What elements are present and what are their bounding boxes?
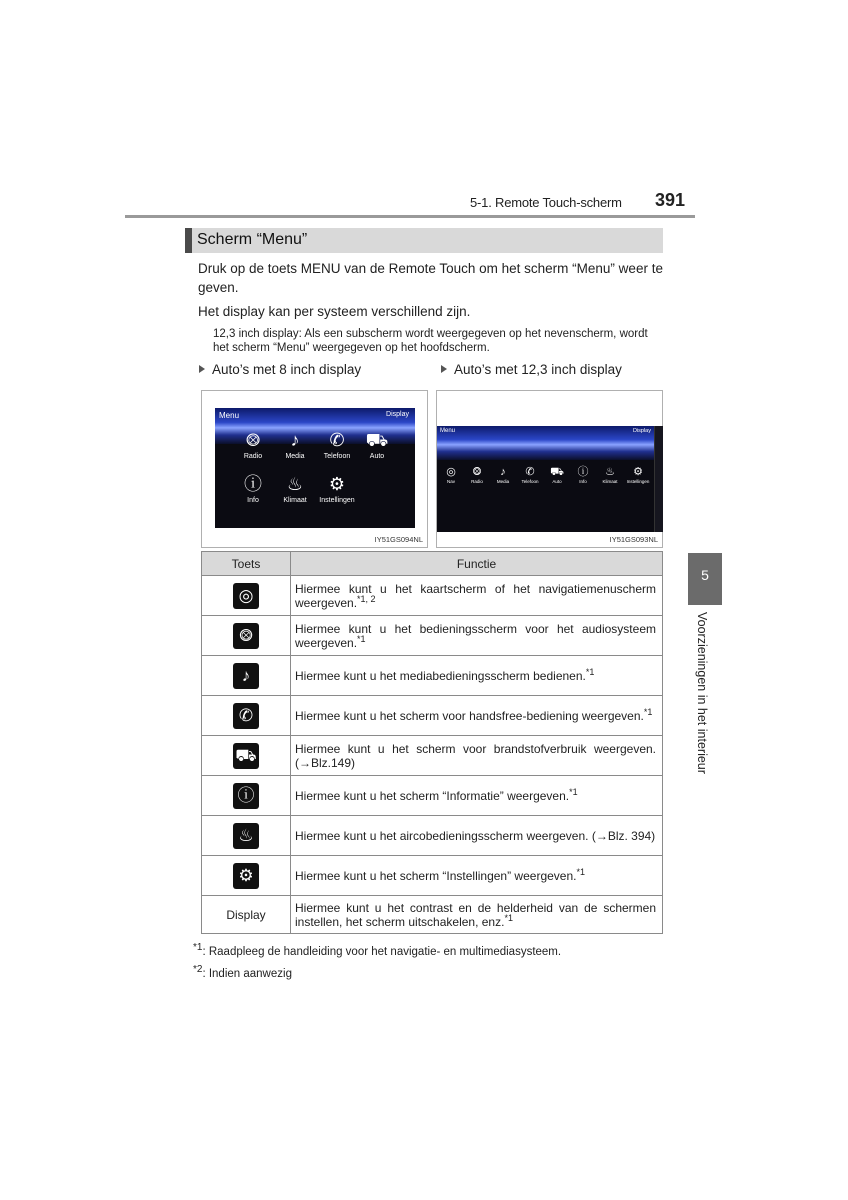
footnote-1 [193, 942, 561, 958]
row-description: Hiermee kunt u het mediabedieningsscherm bedienen. [295, 668, 586, 683]
footnote-mark: *1 [193, 942, 203, 953]
navigation-icon: ◎ [233, 583, 259, 609]
bullet-8inch-label: Auto’s met 8 inch display [212, 362, 362, 377]
car-icon: ⛟ [233, 743, 259, 769]
chapter-title: Voorzieningen in het interieur [695, 612, 709, 774]
column-header-toets: Toets [202, 552, 291, 576]
table-row-display [202, 896, 663, 934]
section-title-accent [185, 228, 192, 253]
menu-item-label: Radio [471, 479, 483, 484]
column-header-functie: Functie [291, 552, 663, 576]
menu-item-label: Klimaat [602, 479, 618, 484]
menu-item-label: Klimaat [283, 497, 307, 504]
bullet-triangle-icon [199, 365, 205, 373]
music-note-icon: ♪ [290, 430, 300, 450]
table-icon-cell [202, 696, 291, 736]
music-note-icon: ♪ [233, 663, 259, 689]
row-description: Hiermee kunt u het kaartscherm of het navigatiemenuscherm weergeven. [295, 581, 656, 610]
display-note-paragraph: Het display kan per systeem verschillend zijn. [198, 304, 471, 319]
climate-icon: ♨ [233, 823, 259, 849]
row-description: Hiermee kunt u het scherm “Informatie” weergeven. [295, 788, 570, 803]
row-description: Hiermee kunt u het bedieningsscherm voor het audiosysteem weergeven. [295, 621, 656, 650]
table-row [202, 816, 663, 856]
menu-item-klimaat[interactable] [275, 474, 315, 504]
settings-icon: ⚙ [633, 466, 643, 478]
menu-item-info[interactable] [572, 466, 594, 484]
table-desc-cell [291, 896, 663, 934]
intro-paragraph: Druk op de toets MENU van de Remote Touch om het scherm “Menu” weer te geven. [198, 261, 663, 295]
menu-item-radio[interactable] [466, 466, 488, 484]
info-icon: ⓘ [233, 783, 259, 809]
menu-item-nav[interactable] [440, 466, 462, 484]
footnote-ref: *1 [576, 866, 585, 877]
car-icon: ⛟ [550, 466, 564, 478]
screen-header-12inch [437, 426, 663, 460]
info-icon: ⓘ [577, 466, 589, 478]
display-label-cell: Display [202, 896, 291, 934]
table-icon-cell [202, 816, 291, 856]
footnote-mark: *2 [193, 964, 203, 975]
table-icon-cell [202, 736, 291, 776]
footnote-text: : Indien aanwezig [202, 967, 292, 980]
info-icon: ⓘ [244, 474, 262, 494]
table-desc-cell [291, 736, 663, 776]
menu-item-auto[interactable] [546, 466, 568, 484]
table-icon-cell [202, 616, 291, 656]
image-code-8inch: IY51GS094NL [374, 535, 423, 544]
table-row [202, 656, 663, 696]
menu-item-media[interactable] [275, 430, 315, 460]
table-header-row [202, 552, 663, 576]
menu-item-label: Media [496, 479, 510, 484]
screenshot-12inch [436, 390, 663, 548]
phone-icon: ✆ [525, 466, 535, 478]
footnote-ref: *1 [504, 912, 513, 923]
radio-antenna-icon: ⨷ [233, 623, 259, 649]
menu-item-label: Info [247, 497, 259, 504]
bullet-12inch-label: Auto’s met 12,3 inch display [454, 362, 622, 377]
menu-screen-8inch [215, 408, 415, 528]
menu-item-info[interactable] [233, 474, 273, 504]
menu-item-label: Media [285, 453, 305, 460]
music-note-icon: ♪ [500, 466, 506, 478]
display-button-12inch[interactable]: Display [632, 428, 651, 434]
menu-item-label: Instellingen [626, 479, 650, 484]
table-icon-cell [202, 856, 291, 896]
side-icon-strip [654, 426, 663, 532]
menu-item-label: Auto [552, 479, 562, 484]
menu-item-label: Radio [243, 453, 263, 460]
table-desc-cell [291, 696, 663, 736]
menu-item-radio[interactable] [233, 430, 273, 460]
settings-icon: ⚙ [233, 863, 259, 889]
row-description: Hiermee kunt u het scherm voor handsfree-bediening weergeven. [295, 708, 644, 723]
menu-item-klimaat[interactable] [598, 466, 622, 484]
function-table [201, 551, 663, 934]
table-row [202, 576, 663, 616]
page-number: 391 [655, 190, 686, 210]
table-desc-cell [291, 656, 663, 696]
menu-item-label: Auto [369, 453, 385, 460]
table-row [202, 856, 663, 896]
bullet-8inch [199, 362, 361, 377]
menu-item-auto[interactable] [357, 430, 397, 460]
phone-icon: ✆ [233, 703, 259, 729]
chapter-tab: 5 [688, 553, 722, 605]
table-row [202, 616, 663, 656]
menu-item-telefoon[interactable] [518, 466, 542, 484]
row-description: Hiermee kunt u het scherm voor brandstofverbruik weergeven. (→Blz.149) [295, 741, 656, 770]
settings-icon: ⚙ [328, 474, 346, 494]
bullet-triangle-icon [441, 365, 447, 373]
running-header-section: 5-1. Remote Touch-scherm [470, 195, 622, 210]
menu-item-instellingen[interactable] [624, 466, 652, 484]
menu-item-label: Telefoon [323, 453, 351, 460]
table-desc-cell [291, 576, 663, 616]
menu-item-instellingen[interactable] [315, 474, 359, 504]
screenshot-8inch [201, 390, 428, 548]
footnote-ref: *1 [357, 633, 366, 644]
menu-item-media[interactable] [492, 466, 514, 484]
menu-item-label: Info [579, 479, 587, 484]
navigation-icon: ◎ [446, 466, 456, 478]
table-desc-cell [291, 616, 663, 656]
table-icon-cell [202, 576, 291, 616]
table-row [202, 776, 663, 816]
footnote-2 [193, 964, 292, 980]
footnote-ref: *1 [643, 706, 653, 717]
screen-title-8inch: Menu [219, 411, 240, 420]
menu-item-telefoon[interactable] [317, 430, 357, 460]
display-note-small: 12,3 inch display: Als een subscherm wordt weergegeven op het nevenscherm, wordt het scherm “Menu” weergegeven op het hoofdscherm. [213, 328, 648, 354]
table-icon-cell [202, 656, 291, 696]
car-icon: ⛟ [365, 430, 389, 450]
row-description: Hiermee kunt u het scherm “Instellingen” weergeven. [295, 868, 577, 883]
row-description: Hiermee kunt u het contrast en de helderheid van de schermen instellen, het scherm uitschakelen, enz. [295, 900, 656, 929]
bullet-12inch [441, 362, 622, 377]
table-row [202, 696, 663, 736]
phone-icon: ✆ [329, 430, 345, 450]
climate-icon: ♨ [605, 466, 615, 478]
image-code-12inch: IY51GS093NL [609, 535, 658, 544]
table-desc-cell [291, 776, 663, 816]
section-title-bar [185, 228, 663, 253]
footnote-text: : Raadpleeg de handleiding voor het navigatie- en multimediasysteem. [202, 945, 562, 958]
radio-antenna-icon: ⨷ [472, 466, 482, 478]
table-row [202, 736, 663, 776]
footnote-ref: *1 [585, 666, 595, 677]
climate-icon: ♨ [286, 474, 304, 494]
table-desc-cell [291, 816, 663, 856]
screen-title-12inch: Menu [440, 428, 456, 434]
menu-item-label: Telefoon [521, 479, 539, 484]
menu-screen-12inch [437, 426, 663, 532]
table-desc-cell [291, 856, 663, 896]
table-icon-cell [202, 776, 291, 816]
radio-antenna-icon: ⨷ [245, 430, 261, 450]
footnote-ref: *1, 2 [357, 593, 376, 604]
header-divider [125, 215, 695, 218]
display-button-8inch[interactable]: Display [386, 411, 409, 418]
footnote-ref: *1 [569, 786, 578, 797]
menu-item-label: Instellingen [319, 497, 355, 504]
row-description: Hiermee kunt u het aircobedieningsscherm weergeven. (→Blz. 394) [295, 828, 656, 843]
section-title: Scherm “Menu” [197, 231, 308, 248]
menu-item-label: Nav [446, 479, 455, 484]
